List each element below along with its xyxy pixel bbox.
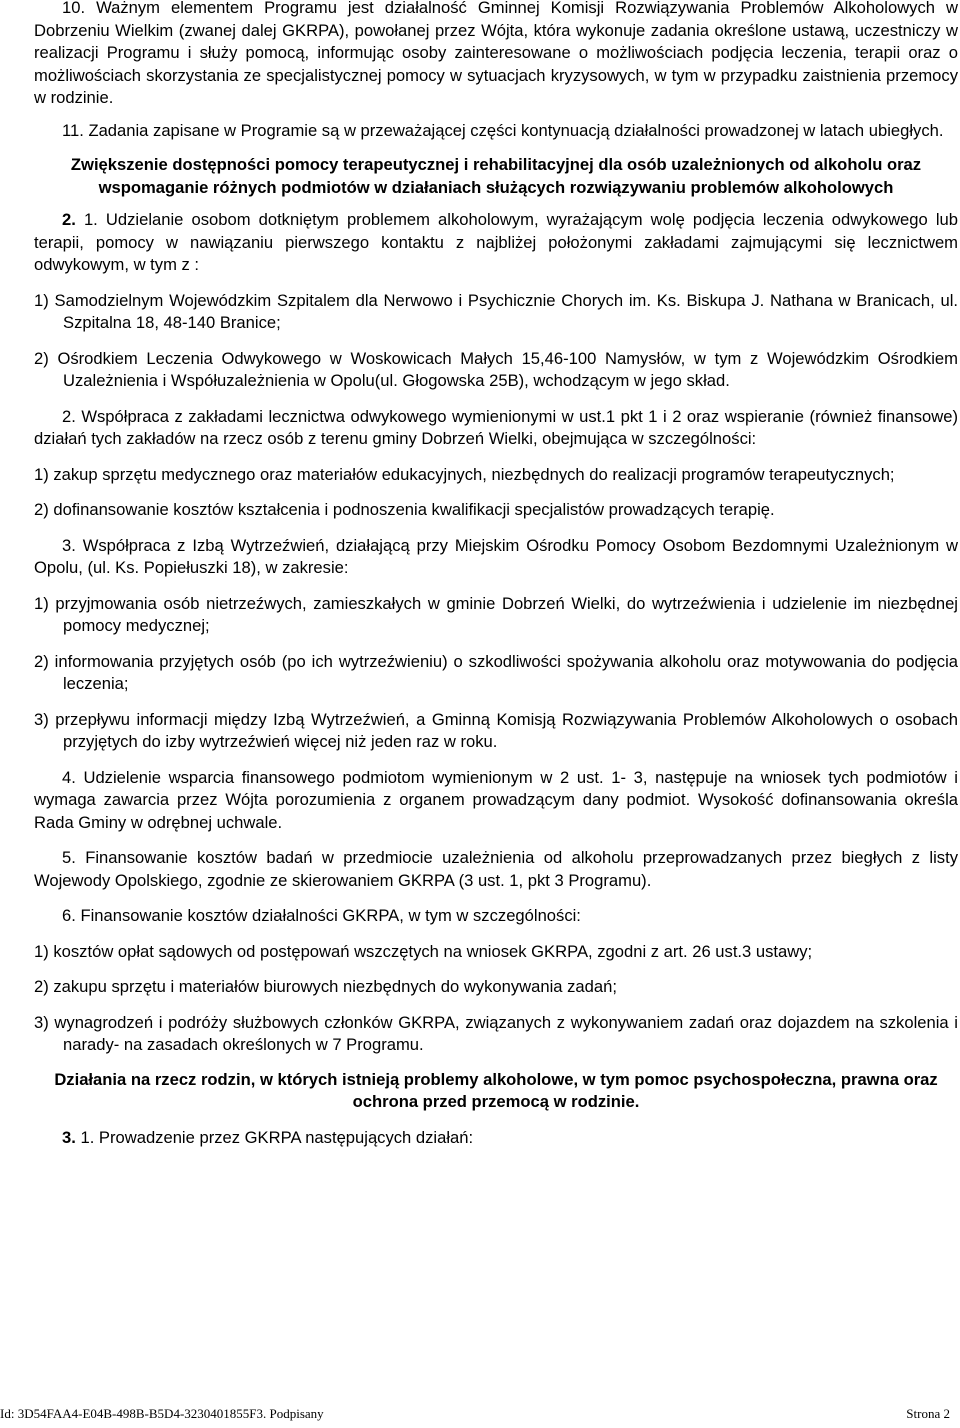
page-footer [0, 1406, 950, 1422]
section-2-paragraph-4: 4. Udzielenie wsparcia finansowego podmiotom wymienionym w 2 ust. 1- 3, następuje na wniosek tych podmiotów i wymaga zawarcia przez Wójta porozumienia z organem prowadzącym dany podmiot. Wysokość dofinansowania określa Rada Gminy w odrębnej uchwale. [34, 767, 958, 832]
page-number: Strona 2 [906, 1406, 950, 1421]
document-id: Id: 3D54FAA4-E04B-498B-B5D4-3230401855F3. Podpisany [0, 1406, 324, 1421]
section-2-paragraph-6: 6. Finansowanie kosztów działalności GKRPA, w tym w szczególności: [62, 906, 581, 925]
list-item: 2) dofinansowanie kosztów kształcenia i podnoszenia kwalifikacji specjalistów prowadzących terapię. [34, 500, 775, 519]
list-item: 1) zakup sprzętu medycznego oraz materiałów edukacyjnych, niezbędnych do realizacji programów terapeutycznych; [34, 464, 895, 484]
paragraph-11: 11. Zadania zapisane w Programie są w przeważającej części kontynuacją działalności prowadzonej w latach ubiegłych. [62, 120, 944, 140]
section-2-paragraph-2: 2. Współpraca z zakładami lecznictwa odwykowego wymienionymi w ust.1 pkt 1 i 2 oraz wspieranie (również finansowe) działań tych zakładów na rzecz osób z terenu gminy Dobrzeń Wielki, obejmująca w szczególności: [34, 406, 958, 448]
section-2-paragraph-5: 5. Finansowanie kosztów badań w przedmiocie uzależnienia od alkoholu przeprowadzanych przez biegłych z listy Wojewody Opolskiego, zgodnie ze skierowaniem GKRPA (3 ust. 1, pkt 3 Programu). [34, 848, 958, 890]
section-3-paragraph-1 [34, 1127, 958, 1150]
section-heading-treatment: Zwiększenie dostępności pomocy terapeutycznej i rehabilitacyjnej dla osób uzależnionych od alkoholu oraz wspomaganie różnych podmiotów w działaniach służących rozwiązywaniu problemów alkoholowych [70, 155, 922, 197]
section-3-mark: 3. [62, 1127, 76, 1147]
section-2-mark: 2. [62, 210, 76, 229]
list-item: 2) zakupu sprzętu i materiałów biurowych niezbędnych do wykonywania zadań; [34, 977, 617, 996]
list-item: 1) Samodzielnym Wojewódzkim Szpitalem dla Nerwowo i Psychicznie Chorych im. Ks. Biskupa J. Nathana w Branicach, ul. Szpitalna 18, 48-140 Branice; [34, 290, 958, 332]
section-2-paragraph-3: 3. Współpraca z Izbą Wytrzeźwień, działającą przy Miejskim Ośrodku Pomocy Osobom Bezdomnymi Uzależnionym w Opolu, (ul. Ks. Popiełuszki 18), w zakresie: [34, 535, 958, 577]
list-item: 3) wynagrodzeń i podróży służbowych członków GKRPA, związanych z wykonywaniem zadań oraz dojazdem na szkolenia i narady- na zasadach określonych w 7 Programu. [34, 1012, 958, 1054]
list-item: 3) przepływu informacji między Izbą Wytrzeźwień, a Gminną Komisją Rozwiązywania Problemów Alkoholowych o osobach przyjętych do izby wytrzeźwień więcej niż jeden raz w roku. [34, 709, 958, 751]
section-heading-families: Działania na rzecz rodzin, w których istnieją problemy alkoholowe, w tym pomoc psychospołeczna, prawna oraz ochrona przed przemocą w rodzinie. [54, 1069, 938, 1111]
section-2-p1-text: 1. Udzielanie osobom dotkniętym problemem alkoholowym, wyrażającym wolę podjęcia leczenia odwykowego lub terapii, pomocy w nawiązaniu pierwszego kontaktu z najbliżej położonymi zakładami zajmującymi się lecznictwem odwykowym, w tym z : [34, 210, 958, 274]
list-item: 1) kosztów opłat sądowych od postępowań wszczętych na wniosek GKRPA, zgodni z art. 26 ust.3 ustawy; [34, 941, 813, 961]
section-2-paragraph-1 [34, 209, 958, 277]
section-3-p1-text: 1. Prowadzenie przez GKRPA następujących działań: [80, 1127, 474, 1147]
list-item: 1) przyjmowania osób nietrzeźwych, zamieszkałych w gminie Dobrzeń Wielki, do wytrzeźwienia i udzielenie im niezbędnej pomocy medycznej; [34, 593, 958, 635]
paragraph-10: 10. Ważnym elementem Programu jest działalność Gminnej Komisji Rozwiązywania Problemów Alkoholowych w Dobrzeniu Wielkim (zwanej dalej GKRPA), powołanej przez Wójta, która wykonuje zadania określone ustawą, uczestniczy w realizacji Programu i służy pomocą, informując osoby zainteresowane o możliwościach podjęcia leczenia, terapii oraz o możliwościach skorzystania ze specjalistycznej pomocy w sytuacjach kryzysowych, w tym w przypadku zaistnienia przemocy w rodzinie. [34, 0, 958, 107]
document-body [34, 0, 958, 1149]
list-item: 2) informowania przyjętych osób (po ich wytrzeźwieniu) o szkodliwości spożywania alkoholu oraz motywowania do podjęcia leczenia; [34, 651, 958, 693]
list-item: 2) Ośrodkiem Leczenia Odwykowego w Woskowicach Małych 15,46-100 Namysłów, w tym z Wojewódzkim Ośrodkiem Uzależnienia i Współuzależnienia w Opolu(ul. Głogowska 25B), wchodzącym w jego skład. [34, 348, 958, 390]
